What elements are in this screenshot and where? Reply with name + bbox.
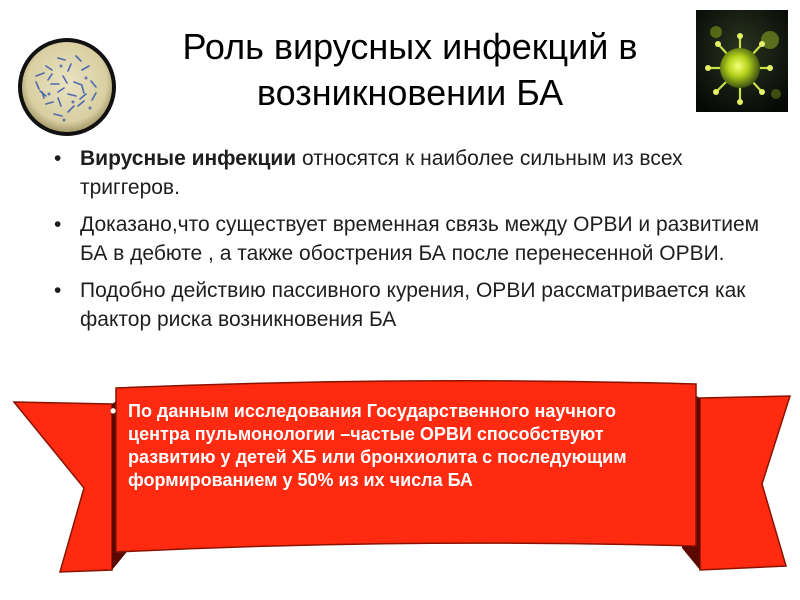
bullet-item: [52, 276, 762, 334]
bullet-text: относятся к наиболее сильным из всех триггеров.: [80, 147, 683, 199]
bullet-item: [52, 210, 762, 268]
bullet-item: [52, 144, 762, 202]
bullet-text: Подобно действию пассивного курения, ОРВИ рассматривается как фактор риска возникновения БА: [80, 279, 746, 331]
bullet-dot: •: [54, 147, 62, 170]
bullet-text: Доказано,что существует временная связь между ОРВИ и развитием БА в дебюте , а также обострения БА после перенесенной ОРВИ.: [80, 213, 760, 265]
bullet-dot: •: [54, 279, 62, 302]
ribbon-left-tail: [14, 402, 112, 572]
microscope-bacteria-image: [16, 36, 118, 138]
bullet-list: [52, 144, 762, 342]
ribbon-body-text: По данным исследования Государственного научного центра пульмонологии –частые ОРВИ способствуют развитию у детей ХБ или бронхиолита с последующим формированием у 50% из их числа БА: [128, 401, 627, 490]
ribbon-text: [112, 400, 682, 492]
slide-title: [130, 24, 690, 116]
virus-particle-image: [696, 10, 788, 112]
ribbon-right-tail: [700, 396, 790, 570]
bullet-bold-text: Вирусные инфекции: [80, 147, 297, 170]
title-line-1: Роль вирусных инфекций в: [182, 26, 638, 67]
title-line-2: возникновении БА: [256, 72, 564, 113]
ribbon-bullet-dot: •: [110, 401, 117, 421]
bullet-dot: •: [54, 213, 62, 236]
